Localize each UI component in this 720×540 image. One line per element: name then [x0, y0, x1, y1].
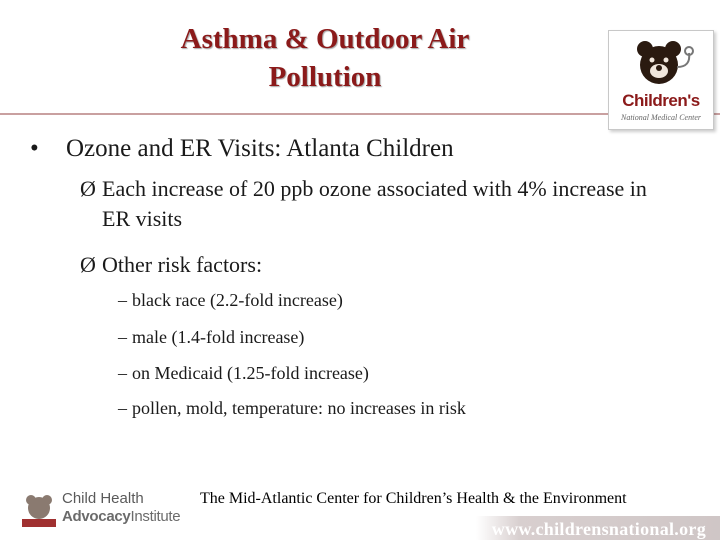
- dash-bullet: –: [118, 290, 127, 310]
- risk-factor-text: pollen, mold, temperature: no increases in risk: [132, 398, 466, 418]
- main-bullet-text: Ozone and ER Visits: Atlanta Children: [66, 135, 454, 162]
- sub-point-text: Other risk factors:: [102, 252, 263, 277]
- risk-factor-item: [118, 290, 343, 311]
- footer-url-band: [476, 516, 720, 540]
- risk-factor-item: [118, 363, 369, 384]
- main-bullet: [30, 135, 454, 163]
- childrens-logo: [608, 30, 714, 130]
- sub-point-text: Each increase of 20 ppb ozone associated with 4% increase in ER visits: [102, 176, 647, 231]
- sub-point: [80, 250, 680, 280]
- dash-bullet: –: [118, 398, 127, 418]
- footer-center-name: The Mid-Atlantic Center for Children’s Health & the Environment: [200, 490, 627, 507]
- cha-line-1: Child Health: [62, 490, 144, 507]
- risk-factor-text: male (1.4-fold increase): [132, 327, 305, 347]
- dash-bullet: –: [118, 327, 127, 347]
- risk-factor-text: black race (2.2-fold increase): [132, 290, 343, 310]
- child-health-advocacy-logo: [20, 488, 190, 532]
- risk-factor-item: [118, 327, 304, 348]
- risk-factor-item: [118, 398, 466, 419]
- logo-name: Children's: [622, 91, 700, 110]
- cha-institute: Institute: [130, 508, 181, 525]
- bullet-icon: •: [30, 135, 39, 162]
- title-line-1: Asthma & Outdoor Air: [180, 23, 470, 55]
- logo-subtitle: National Medical Center: [621, 113, 701, 122]
- title-line-2: Pollution: [268, 61, 382, 93]
- dash-bullet: –: [118, 363, 127, 383]
- footer-url: www.childrensnational.org: [491, 519, 706, 539]
- cha-line-2: [62, 508, 180, 525]
- risk-factor-text: on Medicaid (1.25-fold increase): [132, 363, 369, 383]
- small-bear-logo-icon: [20, 492, 58, 528]
- arrow-bullet-icon: Ø: [80, 252, 96, 277]
- sub-point: [80, 174, 680, 234]
- slide-title: [95, 20, 555, 96]
- teddy-bear-icon: [623, 37, 699, 93]
- arrow-bullet-icon: Ø: [80, 176, 96, 201]
- cha-advocacy: Advocacy: [62, 508, 131, 525]
